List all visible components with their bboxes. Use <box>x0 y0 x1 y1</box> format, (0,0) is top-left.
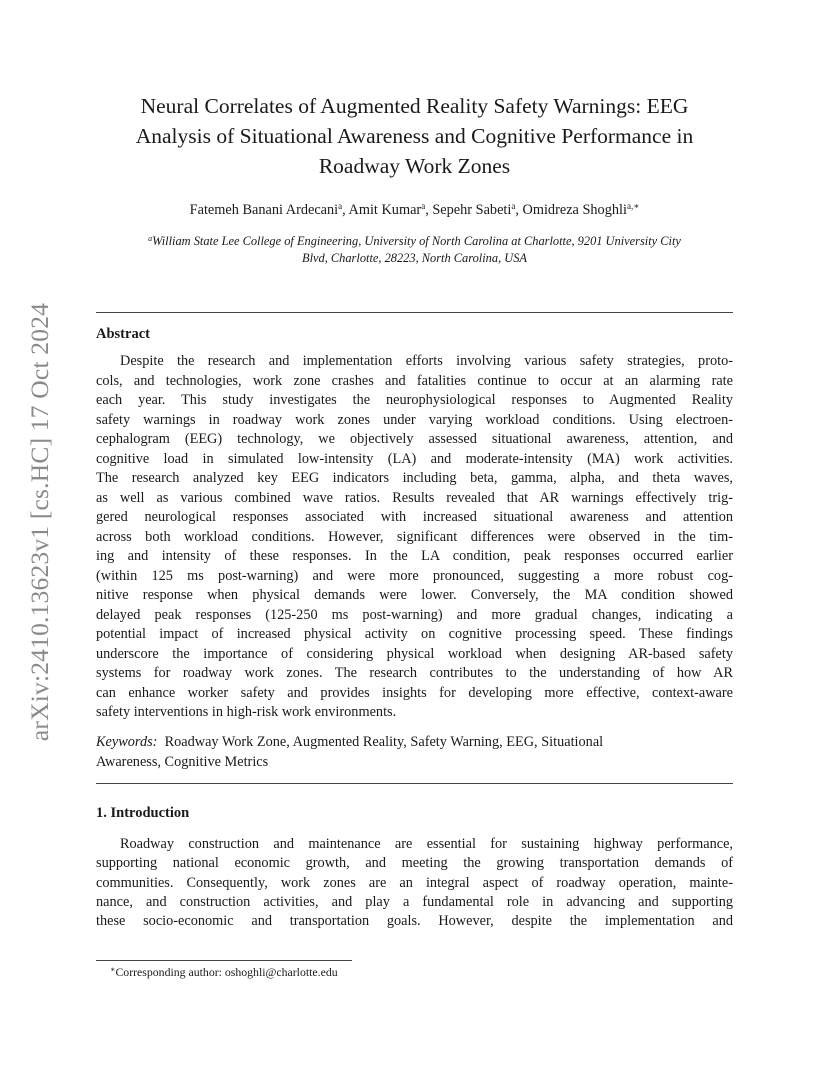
abstract-line: Despite the research and implementation efforts involving various safety strategies, proto- <box>120 353 733 369</box>
author-affiliation-mark: a <box>511 201 516 211</box>
affiliation-line <box>96 233 733 250</box>
introduction-text <box>96 835 733 931</box>
title-line: Neural Correlates of Augmented Reality Safety Warnings: EEG <box>140 94 689 118</box>
abstract-line: cognitive load in simulated low-intensity (LA) and moderate-intensity (MA) work activities. <box>96 450 733 467</box>
keywords-label: Keywords: <box>96 734 158 750</box>
abstract-line: can enhance worker safety and provides insights for developing more effective, context-aware <box>96 684 733 701</box>
abstract-heading: Abstract <box>96 326 150 342</box>
footnote-mark: ∗ <box>110 965 116 974</box>
abstract-line: safety warnings in roadway work zones under varying workload conditions. Using electroen- <box>96 411 733 428</box>
keywords-text: Roadway Work Zone, Augmented Reality, Safety Warning, EEG, Situational <box>164 734 604 750</box>
abstract-line: (within 125 ms post-warning) and were more pronounced, suggesting a more robust cog- <box>96 567 733 584</box>
abstract-top-rule <box>96 312 733 313</box>
footnote <box>110 964 338 980</box>
abstract-line: each year. This study investigates the neurophysiological responses to Augmented Reality <box>96 392 733 408</box>
abstract-line: cols, and technologies, work zone crashes and fatalities continue to occur at an alarming rate <box>96 372 733 389</box>
abstract-line: as well as various combined wave ratios. Results revealed that AR warnings effectively trig- <box>96 489 733 506</box>
keywords <box>96 733 733 772</box>
affiliation-mark: a <box>148 234 153 243</box>
affiliation <box>96 233 733 267</box>
author-affiliation-mark: a,∗ <box>626 201 640 211</box>
paper-title <box>96 91 733 181</box>
footnote-text: Corresponding author: oshoghli@charlotte.edu <box>115 965 338 979</box>
abstract-line: gered neurological responses associated with increased situational awareness and attention <box>96 509 733 525</box>
abstract-line: cephalogram (EEG) technology, we objectively assessed situational awareness, attention, and <box>96 431 733 447</box>
abstract-line: nitive response when physical demands were lower. Conversely, the MA condition showed <box>96 587 733 603</box>
author-affiliation-mark: a <box>421 201 426 211</box>
abstract-line: delayed peak responses (125-250 ms post-warning) and more gradual changes, indicating a <box>96 606 733 623</box>
section-heading-introduction: 1. Introduction <box>96 805 190 821</box>
author-affiliation-mark: a <box>338 201 343 211</box>
introduction-line: supporting national economic growth, and meeting the growing transportation demands of <box>96 855 733 872</box>
arxiv-identifier-stamp: arXiv:2410.13623v1 [cs.HC] 17 Oct 2024 <box>25 302 54 742</box>
abstract-line: ing and intensity of these responses. In the LA condition, peak responses occurred earlier <box>96 548 733 564</box>
author-list: Fatemeh Banani Ardecani$^a$, Amit Kumar$^a$, Sepehr Sabeti$^a$, Omidreza Shoghli$^{a,∗}$ <box>189 201 640 218</box>
abstract-line: systems for roadway work zones. The research contributes to the understanding of how AR <box>96 665 733 681</box>
abstract-line: safety interventions in high-risk work environments. <box>96 704 397 720</box>
title-line: Roadway Work Zones <box>318 154 511 178</box>
affiliation-text: William State Lee College of Engineering, University of North Carolina at Charlotte, 9201 University City <box>152 234 681 248</box>
abstract-text <box>96 352 733 723</box>
author-name: Sepehr Sabeti <box>432 202 512 218</box>
abstract-line: across both workload conditions. However, significant differences were observed in the tim- <box>96 528 733 545</box>
abstract-line: potential impact of increased physical activity on cognitive processing speed. These findings <box>96 626 733 642</box>
introduction-line: nance, and construction activities, and play a fundamental role in advancing and supporting <box>96 893 733 910</box>
introduction-line: these socio-economic and transportation goals. However, despite the implementation and <box>96 913 733 930</box>
abstract-line: underscore the importance of considering physical workload when designing AR-based safety <box>96 645 733 662</box>
abstract-line: The research analyzed key EEG indicators including beta, gamma, alpha, and theta waves, <box>96 470 733 486</box>
introduction-line: communities. Consequently, work zones are an integral aspect of roadway operation, mainte- <box>96 874 733 891</box>
footnote-rule <box>96 960 352 961</box>
keywords-line <box>96 733 733 753</box>
author-name: Omidreza Shoghli <box>522 202 627 218</box>
introduction-line: Roadway construction and maintenance are essential for sustaining highway performance, <box>120 836 733 852</box>
abstract-bottom-rule <box>96 783 733 784</box>
keywords-line: Awareness, Cognitive Metrics <box>96 753 269 770</box>
author-name: Fatemeh Banani Ardecani <box>189 202 339 218</box>
author-name: Amit Kumar <box>348 202 422 218</box>
title-line: Analysis of Situational Awareness and Cognitive Performance in <box>135 124 694 148</box>
affiliation-line: Blvd, Charlotte, 28223, North Carolina, USA <box>302 251 527 265</box>
